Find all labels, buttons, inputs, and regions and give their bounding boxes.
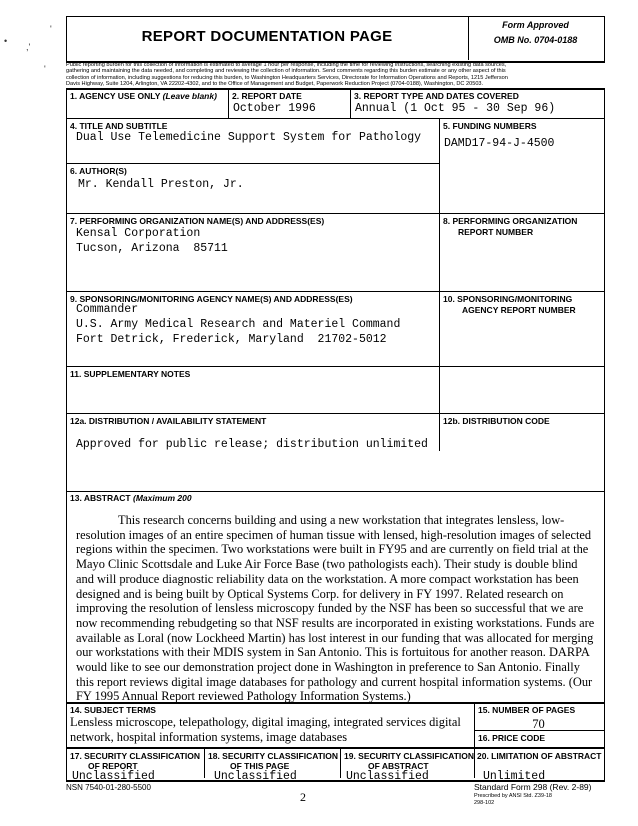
performing-org-line: Kensal Corporation xyxy=(76,227,201,240)
agency-use-label-text: 1. AGENCY USE ONLY xyxy=(70,91,161,101)
report-type-value: Annual (1 Oct 95 - 30 Sep 96) xyxy=(355,102,556,115)
sec-report-value: Unclassified xyxy=(72,770,155,783)
distribution-value: Approved for public release; distribution unlimited xyxy=(76,438,428,451)
abstract-label xyxy=(70,493,192,503)
sponsoring-report-label-2: AGENCY REPORT NUMBER xyxy=(462,305,576,315)
sec-abstract-label: 19. SECURITY CLASSIFICATION xyxy=(344,751,475,761)
report-date-label: 2. REPORT DATE xyxy=(232,91,302,101)
author-value: Mr. Kendall Preston, Jr. xyxy=(78,178,244,191)
distribution-code-label: 12b. DISTRIBUTION CODE xyxy=(443,416,550,426)
sponsoring-org-line: Commander xyxy=(76,303,139,316)
sec-abstract-value: Unclassified xyxy=(346,770,429,783)
sec-page-label: 18. SECURITY CLASSIFICATION xyxy=(208,751,339,761)
pages-value: 70 xyxy=(532,717,545,731)
agency-use-label xyxy=(70,91,217,101)
agency-use-hint: (Leave blank) xyxy=(162,91,217,101)
burden-line: Public reporting burden for this collection of information is estimated to average 1 hour per response, including the time for reviewing instructions, searching existing data sources, xyxy=(66,62,507,68)
burden-line: gathering and maintaining the data needed, and completing and reviewing the collection of information. Send comments regarding this burden estimate or any other aspect of this xyxy=(66,68,506,75)
sponsoring-report-label: 10. SPONSORING/MONITORING xyxy=(443,294,573,304)
scan-mark: • xyxy=(4,36,8,46)
price-code-label: 16. PRICE CODE xyxy=(478,733,546,743)
scan-mark: ' xyxy=(50,24,52,34)
sec-abstract-label-2: OF ABSTRACT xyxy=(368,761,429,771)
standard-form: Standard Form 298 (Rev. 2-89) xyxy=(474,782,592,792)
performing-org-line: Tucson, Arizona 85711 xyxy=(76,242,228,255)
page-number: 2 xyxy=(300,790,306,804)
distribution-label: 12a. DISTRIBUTION / AVAILABILITY STATEMENT xyxy=(70,416,267,426)
scan-mark: ' xyxy=(44,64,46,74)
performing-report-label: 8. PERFORMING ORGANIZATION xyxy=(443,216,578,226)
supplementary-label: 11. SUPPLEMENTARY NOTES xyxy=(70,369,191,379)
sponsoring-org-line: U.S. Army Medical Research and Materiel Command xyxy=(76,318,401,331)
report-date-value: October 1996 xyxy=(233,102,316,115)
sponsoring-org-line: Fort Detrick, Frederick, Maryland 21702-5012 xyxy=(76,333,387,346)
sponsoring-org-label: 9. SPONSORING/MONITORING AGENCY NAME(S) AND ADDRESS(ES) xyxy=(70,294,353,304)
sec-report-label: 17. SECURITY CLASSIFICATION xyxy=(70,751,201,761)
form-title: REPORT DOCUMENTATION PAGE xyxy=(141,28,393,45)
limitation-value: Unlimited xyxy=(483,770,546,783)
sec-page-label-2: OF THIS PAGE xyxy=(230,761,290,771)
nsn-number: NSN 7540-01-280-5500 xyxy=(66,783,151,792)
abstract-label-text: 13. ABSTRACT xyxy=(70,493,131,503)
funding-value: DAMD17-94-J-4500 xyxy=(444,137,555,150)
performing-org-label: 7. PERFORMING ORGANIZATION NAME(S) AND ADDRESS(ES) xyxy=(70,216,325,226)
burden-line: collection of information, including suggestions for reducing this burden, to Washington Headquarters Services, Directorate for Information Operations and Reports, 1215 Jefferson xyxy=(66,74,508,81)
title-label: 4. TITLE AND SUBTITLE xyxy=(70,121,168,131)
title-value: Dual Use Telemedicine Support System for Pathology xyxy=(76,131,422,144)
performing-report-label-2: REPORT NUMBER xyxy=(458,227,534,237)
scan-mark: ,' xyxy=(26,42,31,52)
burden-line: Davis Highway, Suite 1204, Arlington, VA 22202-4302, and to the Office of Management and Budget, Paperwork Reduction Project (0704-0188), Washington, DC 20503. xyxy=(66,80,484,87)
report-type-label: 3. REPORT TYPE AND DATES COVERED xyxy=(354,91,519,101)
abstract-text: This research concerns building and using a new workstation that integrates lensless, low-resolution images of an entire specimen of human tissue with lensed, high-resolution images of selected regions within the specimen. Two workstations were built in FY95 and are currently on field trial at the Mayo Clinic Scottsdale and Luke Air Force Base (two pathologists each). Their study is double blind and will produce diagnostic reliability data on the workstation. A more compact workstation has been designed and is being built by Optical Systems Corp. for delivery in FY 1997. Related research on improving the resolution of lensless microscopy funded by the NSF has been so successful that we are now recommending rebudgeting so that NSF results are incorporated in existing workstations. Funds are available as Loral (now Lockheed Martin) has lost interest in our funding that was allocated for merging our workstations with their MDIS system in San Antonio. This is fortuitous for another reason. DARPA would like to see our demonstration project done in Washington in preference to San Antonio. Finally this report reviews digital image databases for pathology and current hospital information systems. (Our FY 1995 Annual Report reviewed Pathology Information Systems.) xyxy=(76,513,595,704)
sec-report-label-2: OF REPORT xyxy=(88,761,138,771)
prescribed-by: Prescribed by ANSI Std. Z39-18 xyxy=(474,793,552,799)
pages-label: 15. NUMBER OF PAGES xyxy=(478,705,576,715)
limitation-label: 20. LIMITATION OF ABSTRACT xyxy=(477,751,602,761)
abstract-hint: (Maximum 200 xyxy=(132,493,192,503)
funding-label: 5. FUNDING NUMBERS xyxy=(443,121,537,131)
form-code: 298-102 xyxy=(474,800,495,806)
sec-page-value: Unclassified xyxy=(214,770,297,783)
subject-terms-label: 14. SUBJECT TERMS xyxy=(70,705,156,715)
author-label: 6. AUTHOR(S) xyxy=(70,166,127,176)
burden-statement xyxy=(66,62,603,87)
subject-terms-value: Lensless microscope, telepathology, digital imaging, integrated services digital network, hospital information systems, image databases xyxy=(70,715,461,744)
form-approved: Form Approved xyxy=(502,20,569,30)
omb-number: OMB No. 0704-0188 xyxy=(493,35,578,45)
